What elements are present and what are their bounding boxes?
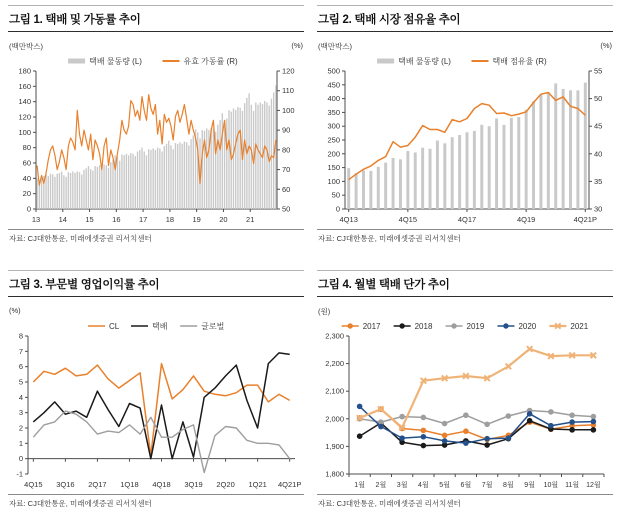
svg-text:180: 180 <box>18 66 31 76</box>
svg-text:50: 50 <box>594 94 603 104</box>
svg-text:택배 물동량 (L): 택배 물동량 (L) <box>89 56 142 66</box>
svg-text:100: 100 <box>282 105 295 115</box>
svg-text:2019: 2019 <box>466 321 485 331</box>
svg-text:100: 100 <box>327 176 340 186</box>
svg-text:2,000: 2,000 <box>325 414 344 424</box>
figure-3-axis-units <box>9 306 303 315</box>
svg-text:13: 13 <box>31 215 41 224</box>
svg-text:2018: 2018 <box>414 321 433 331</box>
svg-text:50: 50 <box>331 190 340 200</box>
figure-2-left-unit: (백만박스) <box>318 42 352 51</box>
figure-2-axis-units <box>318 41 612 50</box>
figure-3-source: 자료: CJ대한통운, 미래에셋증권 리서치센터 <box>8 494 304 509</box>
svg-text:200: 200 <box>327 149 340 159</box>
svg-text:2020: 2020 <box>518 321 537 331</box>
svg-text:택배: 택배 <box>151 321 168 331</box>
figure-1-source: 자료: CJ대한통운, 미래에셋증권 리서치센터 <box>8 229 304 244</box>
svg-text:250: 250 <box>327 135 340 145</box>
svg-text:300: 300 <box>327 121 340 131</box>
figure-3-panel <box>8 270 304 509</box>
figure-4-source: 자료: CJ대한통운, 미래에셋증권 리서치센터 <box>317 494 613 509</box>
svg-text:110: 110 <box>282 86 294 96</box>
svg-text:19: 19 <box>192 215 201 224</box>
figure-1-title: 그림 1. 택배 및 가동률 추이 <box>8 5 304 32</box>
figure-1-chart <box>8 51 304 225</box>
svg-text:4Q21P: 4Q21P <box>573 215 597 224</box>
svg-text:2: 2 <box>18 423 23 433</box>
svg-text:택배 점유율 (R): 택배 점유율 (R) <box>492 56 547 66</box>
svg-text:2,200: 2,200 <box>325 359 344 369</box>
figure-4-title: 그림 4. 월별 택배 단가 추이 <box>317 270 613 297</box>
svg-text:1,800: 1,800 <box>325 469 344 479</box>
figure-2-chart <box>317 51 613 225</box>
figure-4-panel <box>317 270 613 509</box>
svg-text:1: 1 <box>18 438 23 448</box>
svg-text:5월: 5월 <box>439 482 450 489</box>
svg-text:400: 400 <box>327 94 340 104</box>
svg-text:70: 70 <box>282 165 291 175</box>
svg-text:0: 0 <box>335 204 340 214</box>
svg-text:3Q16: 3Q16 <box>56 480 75 489</box>
svg-text:20: 20 <box>219 215 228 224</box>
svg-text:4Q21P: 4Q21P <box>277 480 302 489</box>
svg-text:45: 45 <box>594 121 603 131</box>
svg-text:120: 120 <box>18 112 31 122</box>
svg-text:2월: 2월 <box>375 482 387 489</box>
figure-2-right-unit: (%) <box>600 41 612 50</box>
svg-text:4Q19: 4Q19 <box>516 215 536 224</box>
svg-text:5: 5 <box>18 377 23 387</box>
svg-text:40: 40 <box>22 173 31 183</box>
svg-text:60: 60 <box>282 184 291 194</box>
svg-text:150: 150 <box>327 163 340 173</box>
svg-text:6: 6 <box>18 362 23 372</box>
figure-4-axis-units <box>318 306 612 315</box>
svg-text:4월: 4월 <box>418 482 429 489</box>
svg-text:0: 0 <box>26 204 31 214</box>
svg-text:160: 160 <box>18 81 31 91</box>
figure-1-panel <box>8 5 304 244</box>
svg-text:2017: 2017 <box>362 321 381 331</box>
figure-1-right-unit: (%) <box>291 41 303 50</box>
figure-3-left-unit: (%) <box>9 306 21 315</box>
svg-text:90: 90 <box>282 125 291 135</box>
figure-3-title: 그림 3. 부문별 영업이익률 추이 <box>8 270 304 297</box>
svg-text:140: 140 <box>18 97 31 107</box>
svg-text:35: 35 <box>594 176 603 186</box>
svg-text:CL: CL <box>109 321 120 331</box>
svg-text:120: 120 <box>282 66 295 76</box>
svg-text:12월: 12월 <box>586 482 601 489</box>
svg-text:21: 21 <box>246 215 255 224</box>
svg-text:350: 350 <box>327 107 340 117</box>
svg-text:2Q20: 2Q20 <box>216 480 235 489</box>
svg-text:80: 80 <box>22 143 31 153</box>
svg-text:20: 20 <box>22 189 31 199</box>
figure-2-source: 자료: CJ대한통운, 미래에셋증권 리서치센터 <box>317 229 613 244</box>
svg-text:10월: 10월 <box>543 482 559 489</box>
svg-text:1Q21: 1Q21 <box>248 480 267 489</box>
svg-text:4Q18: 4Q18 <box>152 480 171 489</box>
figure-1-axis-units <box>9 41 303 50</box>
svg-text:16: 16 <box>112 215 121 224</box>
svg-text:8월: 8월 <box>503 482 514 489</box>
svg-text:4Q15: 4Q15 <box>398 215 418 224</box>
svg-text:55: 55 <box>594 66 603 76</box>
figure-4-left-unit: (원) <box>318 307 331 316</box>
svg-text:택배 물동량 (L): 택배 물동량 (L) <box>398 56 451 66</box>
svg-text:30: 30 <box>594 204 603 214</box>
figure-2-title: 그림 2. 택배 시장 점유율 추이 <box>317 5 613 32</box>
svg-text:15: 15 <box>85 215 94 224</box>
svg-text:3Q19: 3Q19 <box>184 480 203 489</box>
svg-text:6월: 6월 <box>460 482 472 489</box>
svg-text:2,300: 2,300 <box>325 331 344 341</box>
svg-text:50: 50 <box>282 204 291 214</box>
svg-text:4Q17: 4Q17 <box>457 215 477 224</box>
svg-text:2Q17: 2Q17 <box>88 480 107 489</box>
svg-text:40: 40 <box>594 149 603 159</box>
svg-text:1Q18: 1Q18 <box>120 480 139 489</box>
svg-text:1,900: 1,900 <box>325 441 344 451</box>
svg-text:7: 7 <box>18 346 23 356</box>
figure-1-left-unit: (백만박스) <box>9 42 43 51</box>
svg-text:2,100: 2,100 <box>325 386 344 396</box>
svg-text:-1: -1 <box>16 469 23 479</box>
svg-text:9월: 9월 <box>524 482 535 489</box>
svg-text:4Q15: 4Q15 <box>24 480 43 489</box>
figure-2-panel <box>317 5 613 244</box>
figure-4-chart <box>317 316 613 490</box>
svg-text:14: 14 <box>58 215 67 224</box>
svg-text:17: 17 <box>138 215 148 224</box>
svg-text:4: 4 <box>18 392 23 402</box>
svg-text:4Q13: 4Q13 <box>339 215 358 224</box>
figure-3-chart <box>8 316 304 490</box>
svg-text:0: 0 <box>18 454 23 464</box>
svg-text:100: 100 <box>18 127 31 137</box>
svg-text:11월: 11월 <box>565 482 580 489</box>
svg-text:8: 8 <box>18 331 23 341</box>
svg-text:3월: 3월 <box>396 482 408 489</box>
svg-text:450: 450 <box>327 80 340 90</box>
svg-text:2021: 2021 <box>570 321 589 331</box>
svg-text:60: 60 <box>22 158 31 168</box>
svg-text:유효 가동률 (R): 유효 가동률 (R) <box>183 56 238 66</box>
svg-text:3: 3 <box>18 408 23 418</box>
svg-text:500: 500 <box>327 66 340 76</box>
svg-text:1월: 1월 <box>354 482 365 489</box>
svg-text:80: 80 <box>282 145 291 155</box>
svg-text:18: 18 <box>165 215 175 224</box>
svg-text:글로벌: 글로벌 <box>201 321 225 331</box>
svg-text:7월: 7월 <box>481 482 493 489</box>
